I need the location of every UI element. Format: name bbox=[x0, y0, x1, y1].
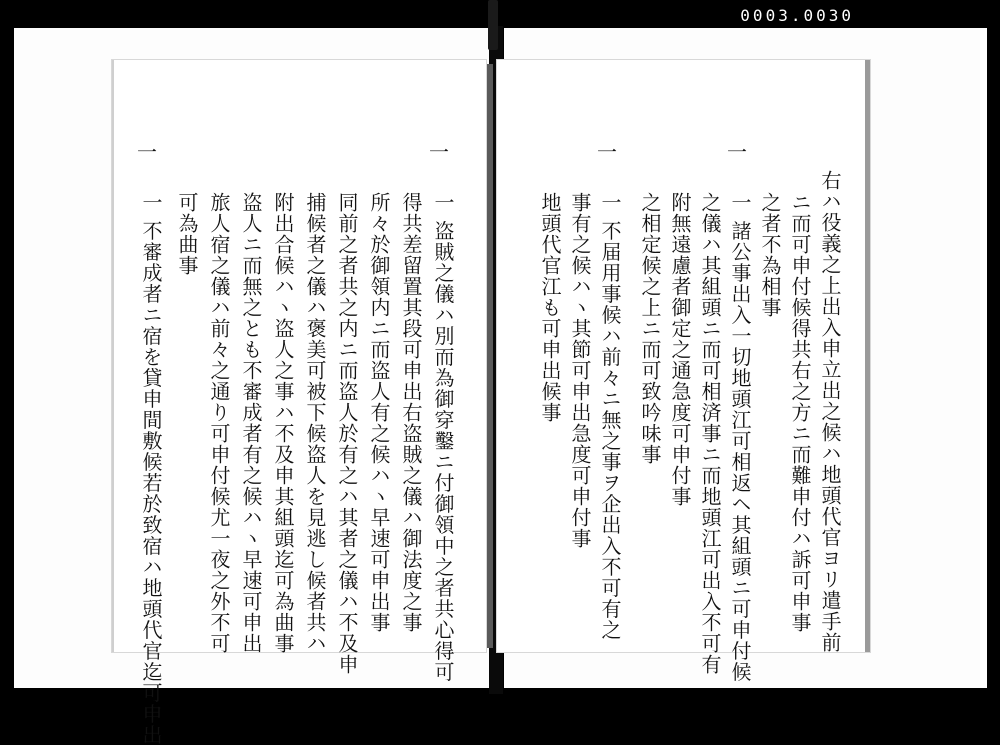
text-column: 盗人ニ而無之とも不審成者有之候ハヽ早速可申出 bbox=[239, 192, 263, 654]
text-column: 之者不為相事 bbox=[758, 192, 782, 318]
text-column: 一 不審成者ニ宿を貸申間敷候若於致宿ハ地頭代官迄可申出 bbox=[139, 192, 163, 745]
text-column: 地頭代官江も可申出候事 bbox=[538, 192, 562, 423]
text-column: 一 諸公事出入一切地頭江可相返ヘ其組頭ニ可申付候 bbox=[728, 192, 752, 683]
text-column: 附無遠慮者御定之通急度可申付事 bbox=[668, 192, 692, 507]
text-column: 右ハ役義之上出入申立出之候ハ地頭代官ヨリ遣手前 bbox=[818, 170, 842, 653]
item-mark: 一 bbox=[597, 140, 617, 164]
text-column: 得共差留置其段可申出右盗賊之儀ハ御法度之事 bbox=[399, 192, 423, 633]
text-column: 可為曲事 bbox=[175, 192, 199, 276]
frame-number: 0003.0030 bbox=[740, 6, 854, 25]
right-page bbox=[497, 60, 870, 683]
text-column: 同前之者共之内ニ而盗人於有之ハ其者之儀ハ不及申 bbox=[335, 192, 359, 675]
item-mark: 一 bbox=[137, 140, 157, 164]
text-column: 捕候者之儀ハ褒美可被下候盗人を見逃し候者共ハ bbox=[303, 192, 327, 654]
text-column: ニ而可申付候得共右之方ニ而難申付ハ訴可申事 bbox=[788, 192, 812, 633]
text-column: 之儀ハ其組頭ニ而可相済事ニ而地頭江可出入不可有 bbox=[698, 192, 722, 675]
left-page bbox=[112, 60, 486, 745]
text-column: 一 盗賊之儀ハ別而為御穿鑿ニ付御領中之者共心得可 bbox=[431, 192, 455, 683]
text-column: 之相定候之上ニ而可致吟味事 bbox=[638, 192, 662, 465]
item-mark: 一 bbox=[727, 140, 747, 164]
binding-clip bbox=[488, 0, 498, 50]
text-column: 附出合候ハヽ盗人之事ハ不及申其組頭迄可為曲事 bbox=[271, 192, 295, 654]
text-column: 旅人宿之儀ハ前々之通り可申付候尤一夜之外不可 bbox=[207, 192, 231, 654]
text-column: 一 不届用事候ハ前々ニ無之事ヲ企出入不可有之 bbox=[598, 192, 622, 641]
item-mark: 一 bbox=[429, 140, 449, 164]
text-column: 所々於御領内ニ而盗人有之候ハヽ早速可申出事 bbox=[367, 192, 391, 633]
text-column: 事有之候ハヽ其節可申出急度可申付事 bbox=[568, 192, 592, 549]
